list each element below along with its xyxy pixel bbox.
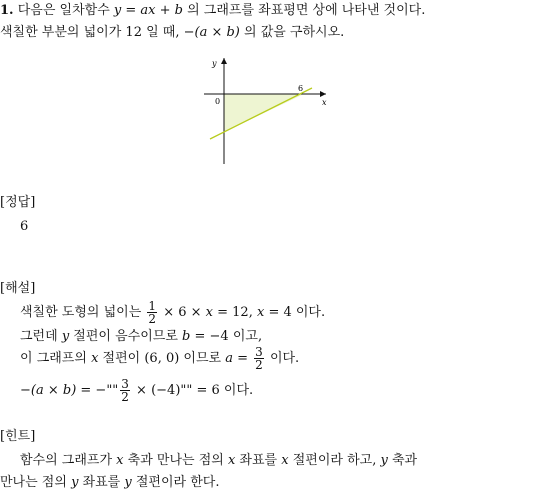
origin-label: 0 <box>215 97 221 106</box>
solution-expression: −(a × b) = −"" <box>20 383 119 398</box>
solution-text: 이다. <box>265 351 300 366</box>
solution-line-4 <box>20 378 253 404</box>
solution-text: = 4 이다. <box>264 305 326 320</box>
fraction-denominator: 2 <box>121 390 129 404</box>
x-intercept-label: 6 <box>298 84 304 93</box>
solution-text: 이 그래프의 <box>20 351 92 366</box>
x-axis-arrow <box>320 91 326 97</box>
y-axis-label: y <box>212 59 217 68</box>
hint-text: 좌표를 <box>235 453 282 468</box>
problem-text: 의 값을 구하시오. <box>239 25 345 40</box>
fraction-denominator: 2 <box>148 312 157 326</box>
y-axis-arrow <box>221 58 227 64</box>
x-axis-label: x <box>322 98 327 107</box>
math-var: a <box>225 351 233 366</box>
hint-text: 절편이라 한다. <box>131 475 220 490</box>
math-var: y <box>380 453 388 468</box>
solution-line-1 <box>20 300 325 326</box>
problem-text: 의 그래프를 좌표평면 상에 나타낸 것이다. <box>182 3 426 18</box>
math-var: x <box>281 453 289 468</box>
problem-expression: −(a × b) <box>183 25 240 40</box>
problem-text: 색칠한 부분의 넓이가 12 일 때, <box>0 25 184 40</box>
solution-text: 절편이 음수이므로 <box>69 329 183 344</box>
hint-header: [힌트] <box>0 429 36 444</box>
math-var: y <box>124 475 132 490</box>
fraction <box>254 346 264 371</box>
fraction-numerator: 1 <box>148 299 157 313</box>
answer-header: [정답] <box>0 195 36 210</box>
math-var: y <box>61 329 70 344</box>
solution-text: = −4 이고, <box>190 329 263 344</box>
fraction-numerator: 3 <box>121 377 129 391</box>
problem-number: 1. <box>0 3 14 18</box>
math-var: x <box>256 305 265 320</box>
problem-text: 다음은 일차함수 <box>17 3 114 18</box>
hint-text: 좌표를 <box>78 475 125 490</box>
fraction <box>120 378 130 403</box>
hint-text: 축과 <box>387 453 418 468</box>
solution-header: [해설] <box>0 281 36 296</box>
hint-line-2 <box>0 474 219 492</box>
fraction-numerator: 3 <box>255 345 263 359</box>
solution-text: × (−4)"" = 6 이다. <box>131 383 254 398</box>
math-var: y <box>71 475 79 490</box>
solution-line-3 <box>20 346 299 372</box>
solution-text: 절편이 (6, 0) 이므로 <box>98 351 226 366</box>
math-var: x <box>205 305 213 320</box>
answer-value: 6 <box>20 219 29 234</box>
hint-text: 절편이라 하고, <box>288 453 381 468</box>
hint-text: 축과 만나는 점의 <box>123 453 228 468</box>
solution-text: 색칠한 도형의 넓이는 <box>20 305 146 320</box>
problem-equation: y = ax + b <box>113 3 183 18</box>
solution-text: = <box>233 351 253 366</box>
solution-text: × 6 × <box>159 305 206 320</box>
hint-line-1 <box>20 452 417 470</box>
fraction <box>147 300 157 325</box>
fraction-denominator: 2 <box>255 358 263 372</box>
math-var: b <box>182 329 191 344</box>
hint-text: 만나는 점의 <box>0 475 72 490</box>
solution-text: = 12, <box>213 305 257 320</box>
hint-text: 함수의 그래프가 <box>20 453 117 468</box>
solution-line-2 <box>20 328 262 346</box>
math-var: x <box>116 453 124 468</box>
math-var: x <box>91 351 99 366</box>
math-var: x <box>227 453 236 468</box>
solution-text: 그런데 <box>20 329 62 344</box>
